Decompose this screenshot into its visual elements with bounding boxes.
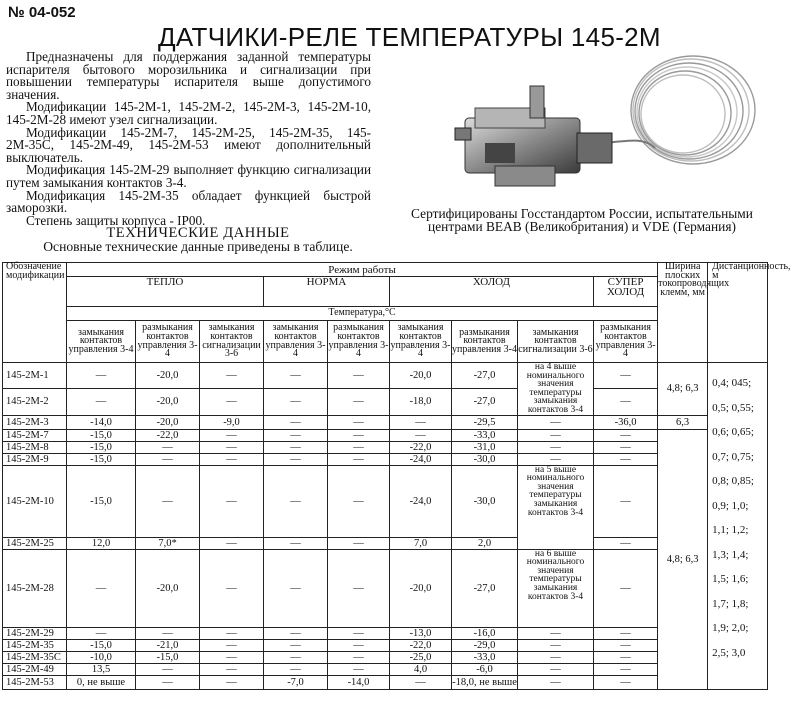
value-cell: — (136, 465, 200, 537)
table-body (3, 363, 768, 690)
value-cell: — (328, 651, 390, 663)
header-temperature: Температура,°С (67, 307, 658, 321)
header-model: Обозначение модификации (3, 263, 67, 363)
value-cell: — (136, 627, 200, 639)
value-cell: — (328, 639, 390, 651)
value-cell: — (200, 537, 264, 549)
value-cell: — (518, 441, 594, 453)
value-cell: -22,0 (390, 441, 452, 453)
distance-value: 1,3; 1,4; (712, 548, 749, 561)
value-cell: 0, не выше (67, 675, 136, 689)
terminal-width-cell: 4,8; 6,3 (658, 363, 708, 416)
value-cell: -10,0 (67, 651, 136, 663)
description-paragraph: Модификации 145-2М-7, 145-2М-25, 145-2М-35, 145-2М-35С, 145-2М-49, 145-2М-53 имеют дополнительный выключатель. (6, 124, 371, 165)
header-mode-normal: НОРМА (264, 277, 390, 307)
value-cell: -25,0 (390, 651, 452, 663)
value-cell: — (594, 537, 658, 549)
value-cell: -24,0 (390, 453, 452, 465)
value-cell: -18,0 (390, 389, 452, 415)
distance-value: 0,4; 045; (712, 377, 752, 389)
value-cell: — (594, 627, 658, 639)
table-row (3, 415, 768, 429)
subheader-close-control: замыкания контактов управления 3-4 (67, 321, 136, 363)
table-row (3, 651, 768, 663)
value-cell: — (328, 441, 390, 453)
value-cell: -33,0 (452, 429, 518, 441)
tech-subheading: Основные технические данные приведены в таблице. (43, 239, 353, 254)
certification-note: Сертифицированы Госстандартом России, испытательными центрами BEAB (Великобритания) и VDE (Германия) (411, 206, 753, 234)
value-cell: 2,0 (452, 537, 518, 549)
value-cell: — (390, 415, 452, 429)
table-row (3, 549, 768, 627)
value-cell: -22,0 (136, 429, 200, 441)
value-cell: — (200, 389, 264, 415)
thermostat-photo (455, 48, 760, 206)
value-cell: — (518, 453, 594, 465)
value-cell: -29,0 (452, 639, 518, 651)
table-row (3, 429, 768, 441)
value-cell: -30,0 (452, 465, 518, 537)
value-cell: — (594, 465, 658, 537)
value-cell: — (594, 389, 658, 415)
value-cell: -20,0 (136, 363, 200, 389)
table-row (3, 465, 768, 537)
page-title: ДАТЧИКИ-РЕЛЕ ТЕМПЕРАТУРЫ 145-2М (158, 22, 661, 52)
value-cell: -22,0 (390, 639, 452, 651)
value-cell: — (328, 429, 390, 441)
distance-cell (708, 363, 768, 690)
distance-value: 0,6; 0,65; (712, 426, 754, 438)
model-cell: 145-2М-28 (3, 549, 67, 627)
value-cell: -27,0 (452, 389, 518, 415)
value-cell: — (518, 663, 594, 675)
value-cell: 7,0 (390, 537, 452, 549)
description (6, 51, 371, 227)
value-cell: — (136, 675, 200, 689)
value-cell: — (518, 627, 594, 639)
terminal-width-cell: 4,8; 6,3 (658, 429, 708, 689)
value-cell: -24,0 (390, 465, 452, 537)
value-cell: — (264, 465, 328, 537)
value-cell: — (264, 389, 328, 415)
distance-value: 0,8; 0,85; (712, 475, 754, 487)
value-cell: -21,0 (136, 639, 200, 651)
value-cell: — (200, 363, 264, 389)
table-row (3, 627, 768, 639)
value-cell: — (264, 549, 328, 627)
table-row (3, 663, 768, 675)
value-cell: -7,0 (264, 675, 328, 689)
description-paragraph: Предназначены для поддержания заданной температуры испарителя бытового морозильника и сигнализации при повышении температуры испарителя выше допустимого значения. (6, 49, 371, 102)
value-cell: — (518, 429, 594, 441)
value-cell: — (594, 663, 658, 675)
description-paragraph: Модификация 145-2М-29 выполняет функцию сигнализации путем замыкания контактов 3-4. (6, 162, 371, 190)
value-cell: — (594, 651, 658, 663)
distance-value: 0,9; 1,0; (712, 499, 749, 512)
value-cell: -15,0 (67, 639, 136, 651)
value-cell: — (67, 363, 136, 389)
value-cell: -20,0 (390, 363, 452, 389)
distance-value: 0,7; 0,75; (712, 450, 754, 463)
table-row (3, 441, 768, 453)
model-cell: 145-2М-1 (3, 363, 67, 389)
distance-value: 0,5; 0,55; (712, 401, 754, 414)
value-cell: -27,0 (452, 549, 518, 627)
description-paragraph: Модификации 145-2М-1, 145-2М-2, 145-2М-3, 145-2М-10, 145-2М-28 имеют узел сигнализации. (6, 99, 371, 127)
subheader-close-control: замыкания контактов управления 3-4 (390, 321, 452, 363)
value-cell: -30,0 (452, 453, 518, 465)
header-mode-cold: ХОЛОД (390, 277, 594, 307)
value-cell: — (390, 675, 452, 689)
table-row (3, 389, 768, 415)
value-cell: — (328, 549, 390, 627)
distance-value: 1,5; 1,6; (712, 573, 749, 585)
subheader-close-signal: замыкания контактов сигнализации 3-6 (518, 321, 594, 363)
value-cell: — (264, 441, 328, 453)
value-cell: — (594, 429, 658, 441)
model-cell: 145-2М-35С (3, 651, 67, 663)
subheader-close-control: замыкания контактов управления 3-4 (264, 321, 328, 363)
value-cell: — (264, 627, 328, 639)
value-cell: -20,0 (136, 415, 200, 429)
distance-value: 1,1; 1,2; (712, 524, 749, 536)
table-row (3, 537, 768, 549)
header-mode-warm: ТЕПЛО (67, 277, 264, 307)
header-mode: Режим работы (67, 263, 658, 277)
value-cell: — (594, 363, 658, 389)
model-cell: 145-2М-29 (3, 627, 67, 639)
value-cell: — (264, 429, 328, 441)
value-cell: — (200, 465, 264, 537)
value-cell: -33,0 (452, 651, 518, 663)
value-cell: -20,0 (136, 549, 200, 627)
table-row (3, 453, 768, 465)
subheader-open-control: размыкания контактов управления 3-4 (594, 321, 658, 363)
value-cell: — (264, 363, 328, 389)
distance-value: 2,5; 3,0 (712, 646, 746, 659)
model-cell: 145-2М-35 (3, 639, 67, 651)
distance-value: 1,9; 2,0; (712, 622, 749, 634)
subheader-open-control: размыкания контактов управления 3-4 (136, 321, 200, 363)
model-cell: 145-2М-25 (3, 537, 67, 549)
description-paragraph: Модификация 145-2М-35 обладает функцией быстрой заморозки. (6, 187, 371, 216)
distance-value: 1,7; 1,8; (712, 597, 749, 610)
value-cell: -20,0 (136, 389, 200, 415)
value-cell: — (518, 651, 594, 663)
value-cell: — (328, 663, 390, 675)
tech-section-heading (28, 227, 368, 253)
terminal-width-cell: 6,3 (658, 415, 708, 429)
subheader-close-signal: замыкания контактов сигнализации 3-6 (200, 321, 264, 363)
value-cell: 4,0 (390, 663, 452, 675)
value-cell: -27,0 (452, 363, 518, 389)
value-cell: — (200, 651, 264, 663)
value-cell: — (594, 453, 658, 465)
signal-note-cell: на 4 выше номинального значения температуры замыкания контактов 3-4 (518, 363, 594, 416)
subheader-open-control: размыкания контактов управления 3-4 (328, 321, 390, 363)
value-cell: — (594, 675, 658, 689)
technical-data-table (2, 261, 791, 690)
value-cell: -9,0 (200, 415, 264, 429)
value-cell: 7,0* (136, 537, 200, 549)
value-cell: -15,0 (136, 651, 200, 663)
value-cell: — (200, 663, 264, 675)
header-terminal-width: Ширина плоских токопроводящих клемм, мм (658, 263, 708, 363)
value-cell: — (67, 549, 136, 627)
value-cell: — (200, 675, 264, 689)
table-row (3, 639, 768, 651)
value-cell: — (328, 363, 390, 389)
tech-heading: ТЕХНИЧЕСКИЕ ДАННЫЕ (106, 225, 290, 241)
value-cell: -18,0, не выше (452, 676, 517, 688)
model-cell: 145-2М-9 (3, 453, 67, 465)
subheader-open-control: размыкания контактов управления 3-4 (452, 321, 518, 363)
value-cell: — (136, 453, 200, 465)
description-paragraph: Степень защиты корпуса - IP00. (26, 212, 206, 228)
model-cell: 145-2М-3 (3, 415, 67, 429)
value-cell: — (518, 415, 594, 429)
document-code: № 04-052 (8, 4, 76, 21)
value-cell: — (200, 441, 264, 453)
value-cell: -31,0 (452, 441, 518, 453)
value-cell: — (518, 675, 594, 689)
table-row (3, 675, 768, 689)
value-cell: — (200, 639, 264, 651)
value-cell: — (328, 465, 390, 537)
value-cell: — (328, 389, 390, 415)
value-cell: — (200, 429, 264, 441)
value-cell: -36,0 (594, 415, 658, 429)
value-cell: — (390, 429, 452, 441)
value-cell: -14,0 (328, 675, 390, 689)
signal-note-cell: на 6 выше номинального значения температуры замыкания контактов 3-4 (518, 549, 594, 627)
value-cell: — (594, 549, 658, 627)
value-cell: -15,0 (67, 441, 136, 453)
value-cell: — (200, 549, 264, 627)
header-distance: Дистанционность, м (708, 263, 768, 363)
model-cell: 145-2М-49 (3, 663, 67, 675)
value-cell: — (264, 537, 328, 549)
header-mode-super-cold: СУПЕР ХОЛОД (594, 277, 658, 307)
value-cell: -15,0 (67, 465, 136, 537)
value-cell: — (518, 639, 594, 651)
value-cell: — (264, 415, 328, 429)
value-cell: -16,0 (452, 627, 518, 639)
value-cell: — (200, 627, 264, 639)
value-cell: — (136, 441, 200, 453)
value-cell: — (594, 639, 658, 651)
value-cell: -29,5 (452, 415, 518, 429)
value-cell: -20,0 (390, 549, 452, 627)
value-cell: — (264, 651, 328, 663)
value-cell: -15,0 (67, 429, 136, 441)
value-cell: 12,0 (67, 537, 136, 549)
value-cell: 13,5 (67, 663, 136, 675)
value-cell: — (200, 453, 264, 465)
value-cell: — (264, 663, 328, 675)
model-cell: 145-2М-8 (3, 441, 67, 453)
signal-note-cell: на 5 выше номинального значения температуры замыкания контактов 3-4 (518, 465, 594, 549)
table-row (3, 363, 768, 389)
value-cell: — (328, 627, 390, 639)
model-cell: 145-2М-10 (3, 465, 67, 537)
value-cell: — (328, 415, 390, 429)
value-cell: — (264, 639, 328, 651)
value-cell: — (328, 453, 390, 465)
value-cell: — (67, 389, 136, 415)
value-cell: — (594, 441, 658, 453)
value-cell: — (264, 453, 328, 465)
value-cell: -13,0 (390, 627, 452, 639)
model-cell: 145-2М-53 (3, 675, 67, 689)
value-cell: -6,0 (452, 663, 518, 675)
model-cell: 145-2М-2 (3, 389, 67, 415)
value-cell: -15,0 (67, 453, 136, 465)
value-cell: — (67, 627, 136, 639)
value-cell: -14,0 (67, 415, 136, 429)
value-cell: — (328, 537, 390, 549)
model-cell: 145-2М-7 (3, 429, 67, 441)
value-cell: — (136, 663, 200, 675)
